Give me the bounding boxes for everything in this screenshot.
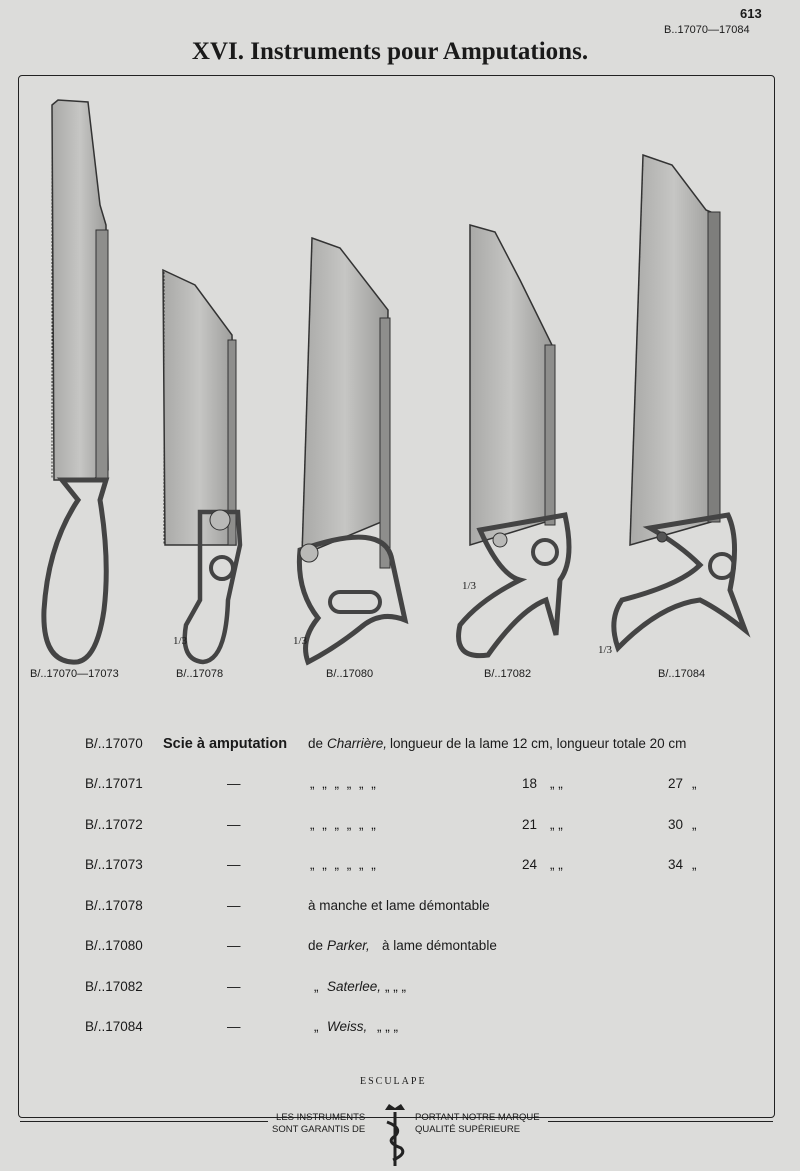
catalog-maker: Parker, bbox=[327, 938, 370, 953]
catalog-ref: B/..17072 bbox=[85, 817, 143, 832]
catalog-row-17073 bbox=[85, 857, 765, 879]
scale-mark-17080: 1/3 bbox=[293, 635, 308, 647]
catalog-total-length: 34 bbox=[668, 857, 684, 872]
figure-label-17084: B/..17084 bbox=[658, 668, 706, 680]
catalog-ref: B/..17082 bbox=[85, 979, 143, 994]
saw-17078-drawing bbox=[163, 270, 240, 662]
figure-label-17082: B/..17082 bbox=[484, 668, 532, 680]
catalog-row-17078 bbox=[85, 898, 765, 920]
catalog-desc: à lame démontable bbox=[382, 938, 497, 953]
catalog-total-length: 27 bbox=[668, 776, 684, 791]
catalog-dash: — bbox=[227, 938, 241, 953]
page-number: 613 bbox=[740, 6, 762, 21]
scale-mark-17084: 1/3 bbox=[598, 644, 613, 656]
catalog-row-17084 bbox=[85, 1019, 765, 1041]
catalog-row-17080 bbox=[85, 938, 765, 960]
catalog-maker: Charrière, bbox=[327, 736, 388, 751]
catalog-dash: — bbox=[227, 817, 241, 832]
catalog-blade-length: 21 bbox=[522, 817, 538, 832]
catalog-ref: B/..17073 bbox=[85, 857, 143, 872]
catalog-dash: — bbox=[227, 898, 241, 913]
catalog-ditto: „ „ „ „ „ „ bbox=[310, 817, 378, 832]
catalog-ditto-2: „ „ bbox=[550, 857, 563, 872]
catalog-desc-prefix: „ bbox=[314, 979, 319, 994]
catalog-desc-prefix: de bbox=[308, 736, 324, 751]
guarantee-left-line1: LES INSTRUMENTS bbox=[276, 1112, 366, 1123]
catalog-desc-prefix: de bbox=[308, 938, 324, 953]
brand-name: ESCULAPE bbox=[360, 1076, 427, 1087]
catalog-item-name: Scie à amputation bbox=[163, 736, 288, 752]
saw-17084-drawing bbox=[614, 155, 745, 648]
catalog-maker: Weiss, bbox=[327, 1019, 368, 1034]
catalog-row-17072 bbox=[85, 817, 765, 839]
catalog-ref: B/..17070 bbox=[85, 736, 143, 751]
catalog-dash: — bbox=[227, 979, 241, 994]
guarantee-left bbox=[272, 1112, 365, 1136]
footer-rule-right bbox=[548, 1121, 773, 1122]
catalog-dash: — bbox=[227, 1019, 241, 1034]
scale-mark-17078: 1/3 bbox=[173, 635, 188, 647]
saw-17070-drawing bbox=[44, 100, 108, 662]
catalog-maker: Saterlee, bbox=[327, 979, 382, 994]
catalog-dash: — bbox=[227, 857, 241, 872]
catalog-ref: B/..17084 bbox=[85, 1019, 143, 1034]
catalog-ditto-end: „ bbox=[692, 817, 697, 832]
figure-label-17070: B/..17070—17073 bbox=[30, 668, 119, 680]
saw-17080-drawing bbox=[299, 238, 405, 662]
guarantee-right-line1: PORTANT NOTRE MARQUE bbox=[415, 1112, 540, 1123]
catalog-ditto-end: „ bbox=[692, 776, 697, 791]
catalog-row-17070 bbox=[85, 736, 765, 758]
guarantee-right-line2: QUALITÉ SUPÉRIEURE bbox=[415, 1124, 521, 1135]
catalog-ref: B/..17080 bbox=[85, 938, 143, 953]
catalog-desc-prefix: „ bbox=[314, 1019, 319, 1034]
page-range-reference: B..17070—17084 bbox=[664, 24, 750, 36]
scale-mark-17082: 1/3 bbox=[462, 580, 477, 592]
catalog-row-17082 bbox=[85, 979, 765, 1001]
catalog-blade-length: 18 bbox=[522, 776, 538, 791]
catalog-ditto-end: „ bbox=[692, 857, 697, 872]
catalog-desc: „ „ „ bbox=[377, 1019, 398, 1034]
footer-rule-left bbox=[20, 1121, 268, 1122]
catalog-dash: — bbox=[227, 776, 241, 791]
catalog-desc: à manche et lame démontable bbox=[308, 898, 490, 913]
page-title: XVI. Instruments pour Amputations. bbox=[191, 38, 589, 65]
guarantee-left-line2: SONT GARANTIS DE bbox=[272, 1124, 366, 1135]
catalog-ditto-2: „ „ bbox=[550, 817, 563, 832]
catalog-desc: longueur de la lame 12 cm, longueur totale 20 cm bbox=[390, 736, 687, 751]
catalog-ref: B/..17078 bbox=[85, 898, 143, 913]
catalog-desc: „ „ „ bbox=[385, 979, 406, 994]
catalog-ditto: „ „ „ „ „ „ bbox=[310, 857, 378, 872]
figure-label-17078: B/..17078 bbox=[176, 668, 224, 680]
catalog-blade-length: 24 bbox=[522, 857, 538, 872]
catalog-ditto: „ „ „ „ „ „ bbox=[310, 776, 378, 791]
figure-label-17080: B/..17080 bbox=[326, 668, 374, 680]
guarantee-right bbox=[415, 1112, 540, 1136]
catalog-row-17071 bbox=[85, 776, 765, 798]
catalog-total-length: 30 bbox=[668, 817, 684, 832]
catalog-ditto-2: „ „ bbox=[550, 776, 563, 791]
catalog-ref: B/..17071 bbox=[85, 776, 143, 791]
